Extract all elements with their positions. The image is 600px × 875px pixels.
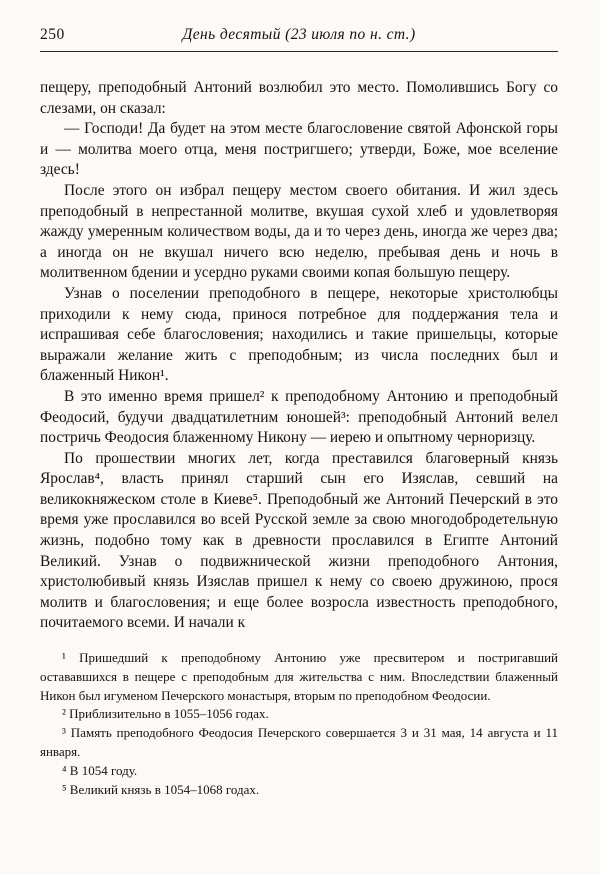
- body-paragraph: пещеру, преподобный Антоний возлюбил это место. Помолившись Богу со слезами, он сказал:: [40, 79, 558, 117]
- running-header-title: День десятый (23 июля по н. ст.): [182, 26, 416, 43]
- body-paragraph: По прошествии многих лет, когда преставился благоверный князь Ярослав⁴, власть принял старший сын его Изяслав, севший на великокняжеском столе в Киеве⁵. Преподобный же Антоний Печерский в это время уже прославился во всей Русской земле за свою многодобродетельную жизнь, подобно тому как в древности прославился в Египте Антоний Великий. Узнав о подвижнической жизни преподобного Антония, христолюбивый князь Изяслав пришел к нему со своею дружиною, прося молитв и благословения; и еще более возросла известность преподобного, почитаемого всеми. И начали к: [40, 449, 558, 632]
- page-number: 250: [40, 26, 65, 43]
- page-header: [40, 26, 558, 48]
- footnote: ² Приблизительно в 1055–1056 годах.: [62, 706, 269, 722]
- footnote: ⁵ Великий князь в 1054–1068 годах.: [62, 781, 260, 797]
- body-paragraph: — Господи! Да будет на этом месте благословение святой Афонской горы и — молитва моего отца, меня постригшего; утверди, Боже, мое вселение здесь!: [40, 120, 558, 179]
- footnotes-section: [40, 649, 558, 799]
- body-paragraph: В это именно время пришел² к преподобному Антонию и преподобный Феодосий, будучи двадцатилетним юношей³: преподобный Антоний велел постричь Феодосия блаженному Никону — иерею и опытному черноризцу.: [40, 387, 558, 447]
- footnote: ⁴ В 1054 году.: [62, 762, 138, 778]
- body-paragraph: Узнав о поселении преподобного в пещере, некоторые христолюбцы приходили к нему сюда, принося потребное для поддержания тела и испрашивая себе благословения; находились и такие пришельцы, которые выражали желание жить с преподобным; из числа последних был и блаженный Никон¹.: [40, 284, 558, 385]
- body-paragraph: После этого он избрал пещеру местом своего обитания. И жил здесь преподобный в непрестанной молитве, вкушая сухой хлеб и удовлетворяя жажду умеренным количеством воды, да и то через день, иногда же через два; а иногда он не вкушал ничего всю неделю, пребывая день и ночь в молитвенном бдении и усердно руками своими копая большую пещеру.: [40, 181, 558, 282]
- footnote: ¹ Пришедший к преподобному Антонию уже пресвитером и постригавший остававшихся в пещере с преподобным для жительства с ним. Впоследствии блаженный Никон был игуменом Печерского монастыря, вторым по преподобном Феодосии.: [40, 650, 558, 703]
- body-text: [40, 78, 558, 634]
- header-rule: [40, 51, 558, 52]
- footnote: ³ Память преподобного Феодосия Печерского совершается 3 и 31 мая, 14 августа и 11 января.: [40, 725, 558, 760]
